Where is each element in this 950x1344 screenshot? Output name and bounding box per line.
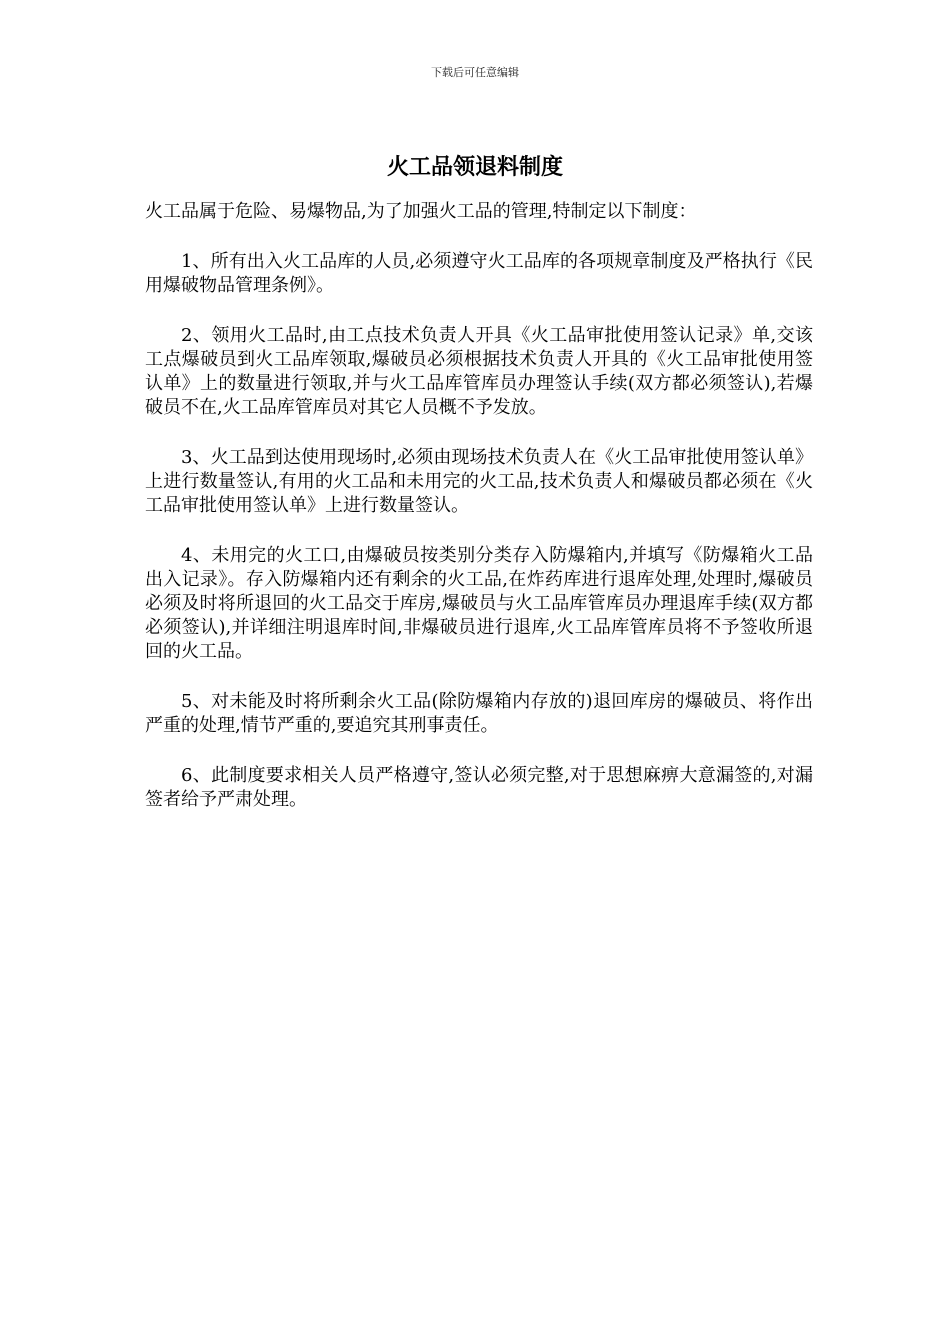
- rule-paragraph-3: 3、火工品到达使用现场时,必须由现场技术负责人在《火工品审批使用签认单》上进行数量签认,有用的火工品和未用完的火工品,技术负责人和爆破员都必须在《火工品审批使用签认单》上进行数量签认。: [145, 447, 813, 516]
- document-body: [145, 200, 813, 838]
- rule-paragraph-5: 5、对未能及时将所剩余火工品(除防爆箱内存放的)退回库房的爆破员、将作出严重的处理,情节严重的,要追究其刑事责任。: [145, 691, 813, 736]
- rule-paragraph-1: 1、所有出入火工品库的人员,必须遵守火工品库的各项规章制度及严格执行《民用爆破物品管理条例》。: [145, 251, 813, 296]
- rule-paragraph-4: 4、未用完的火工口,由爆破员按类别分类存入防爆箱内,并填写《防爆箱火工品出入记录》。存入防爆箱内还有剩余的火工品,在炸药库进行退库处理,处理时,爆破员必须及时将所退回的火工品交于库房,爆破员与火工品库管库员办理退库手续(双方都必须签认),并详细注明退库时间,非爆破员进行退库,火工品库管库员将不予签收所退回的火工品。: [145, 545, 813, 662]
- intro-paragraph: 火工品属于危险、易爆物品,为了加强火工品的管理,特制定以下制度：: [145, 201, 697, 222]
- rule-paragraph-2: 2、领用火工品时,由工点技术负责人开具《火工品审批使用签认记录》单,交该工点爆破员到火工品库领取,爆破员必须根据技术负责人开具的《火工品审批使用签认单》上的数量进行领取,并与火工品库管库员办理签认手续(双方都必须签认),若爆破员不在,火工品库管库员对其它人员概不予发放。: [145, 325, 813, 418]
- document-title: 火工品领退料制度: [386, 155, 563, 180]
- rule-paragraph-6: 6、此制度要求相关人员严格遵守,签认必须完整,对于思想麻痹大意漏签的,对漏签者给予严肃处理。: [145, 765, 813, 810]
- page-header-note: 下载后可任意编辑: [431, 66, 519, 79]
